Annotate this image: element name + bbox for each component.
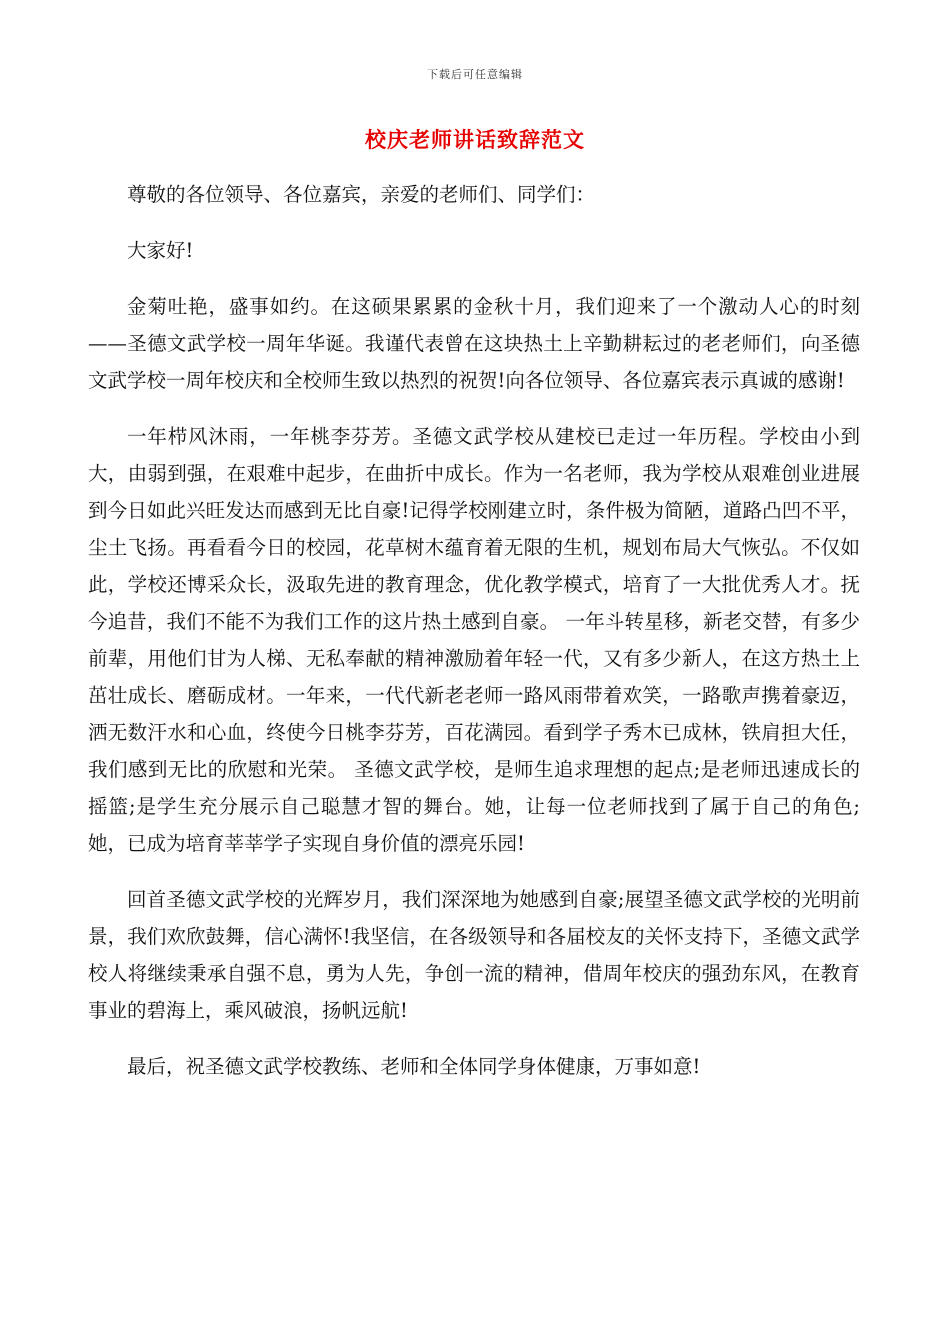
greeting-paragraph: 大家好! [127,239,194,262]
closing-paragraph: 最后，祝圣德文武学校教练、老师和全体同学身体健康，万事如意! [127,1055,701,1078]
salutation-paragraph: 尊敬的各位领导、各位嘉宾，亲爱的老师们、同学们： [127,183,596,206]
body-paragraph: 一年栉风沐雨，一年桃李芬芳。圣德文武学校从建校已走过一年历程。学校由小到大，由弱到强，在艰难中起步，在曲折中成长。作为一名老师，我为学校从艰难创业进展到今日如此兴旺发达而感到无比自豪!记得学校刚建立时，条件极为简陋，道路凸凹不平，尘土飞扬。再看看今日的校园，花草树木蕴育着无限的生机，规划布局大气恢弘。不仅如此，学校还博采众长，汲取先进的教育理念，优化教学模式，培育了一大批优秀人才。抚今追昔，我们不能不为我们工作的这片热土感到自豪。 一年斗转星移，新老交替，有多少前辈，用他们甘为人梯、无私奉献的精神激励着年轻一代，又有多少新人，在这方热土上茁壮成长、磨砺成材。一年来，一代代新老老师一路风雨带着欢笑，一路歌声携着豪迈，洒无数汗水和心血，终使今日桃李芬芳，百花满园。看到学子秀木已成林，铁肩担大任，我们感到无比的欣慰和光荣。 圣德文武学校，是师生追求理想的起点;是老师迅速成长的摇篮;是学生充分展示自己聪慧才智的舞台。她，让每一位老师找到了属于自己的角色;她，已成为培育莘莘学子实现自身价值的漂亮乐园! [88,425,860,855]
document-title: 校庆老师讲话致辞范文 [365,127,585,152]
document-body [88,176,860,1104]
body-paragraph: 回首圣德文武学校的光辉岁月，我们深深地为她感到自豪;展望圣德文武学校的光明前景，我们欢欣鼓舞，信心满怀!我坚信，在各级领导和各届校友的关怀支持下，圣德文武学校人将继续秉承自强不息，勇为人先，争创一流的精神，借周年校庆的强劲东风，在教育事业的碧海上，乘风破浪，扬帆远航! [88,888,860,1022]
header-note: 下载后可任意编辑 [427,68,523,81]
body-paragraph: 金菊吐艳，盛事如约。在这硕果累累的金秋十月，我们迎来了一个激动人心的时刻——圣德文武学校一周年华诞。我谨代表曾在这块热土上辛勤耕耘过的老老师们，向圣德文武学校一周年校庆和全校师生致以热烈的祝贺!向各位领导、各位嘉宾表示真诚的感谢! [88,295,860,392]
